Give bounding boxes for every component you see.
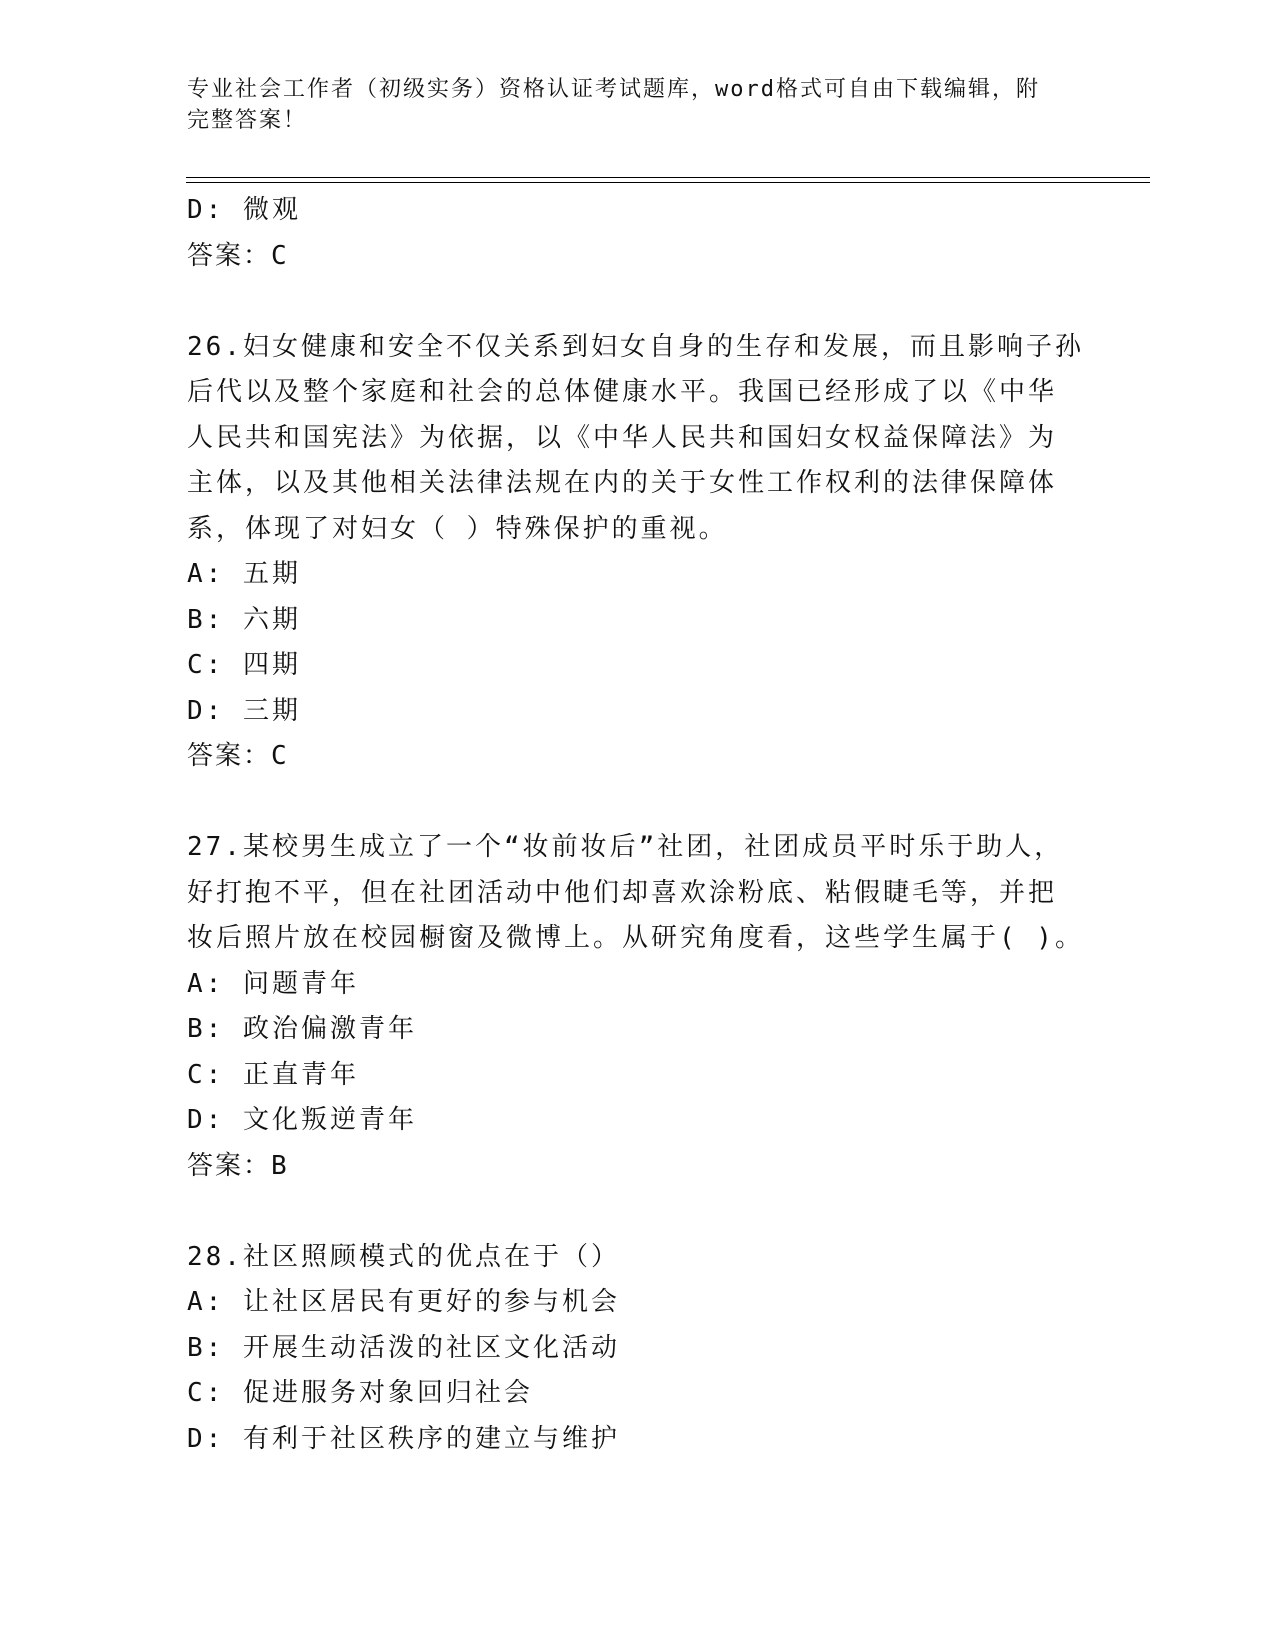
answer-label: 答案： <box>187 1150 272 1181</box>
spacer <box>187 1189 1087 1235</box>
answer-line <box>187 734 1087 780</box>
option-c: C: 正直青年 <box>187 1059 359 1090</box>
answer-value: B <box>271 1150 290 1181</box>
option-c: C: 四期 <box>187 650 301 680</box>
question-28 <box>187 1235 1087 1463</box>
option-d: D: 微观 <box>187 195 301 225</box>
option-b: B: 六期 <box>187 604 301 635</box>
question-stem-line: 人民共和国宪法》为依据，以《中华人民共和国妇女权益保障法》为 <box>187 422 1058 453</box>
header-line-1: 专业社会工作者（初级实务）资格认证考试题库，word格式可自由下载编辑，附 <box>187 77 1040 102</box>
option-d: D: 文化叛逆青年 <box>187 1105 417 1135</box>
option-a: A: 让社区居民有更好的参与机会 <box>187 1287 620 1317</box>
option-a: A: 五期 <box>187 559 301 589</box>
answer-value: C <box>271 741 290 771</box>
answer-line <box>187 1144 1087 1190</box>
question-27 <box>187 825 1087 1189</box>
option-b: B: 政治偏激青年 <box>187 1014 417 1044</box>
answer-label: 答案： <box>187 240 272 271</box>
answer-label: 答案： <box>187 741 272 771</box>
question-26 <box>187 325 1087 780</box>
spacer <box>187 279 1087 325</box>
question-stem-line: 26.妇女健康和安全不仅关系到妇女自身的生存和发展，而且影响子孙 <box>187 331 1084 362</box>
header-rule-bottom <box>186 182 1150 183</box>
answer-line <box>187 234 1087 280</box>
option-c: C: 促进服务对象回归社会 <box>187 1378 533 1408</box>
question-stem-line: 主体，以及其他相关法律法规在内的关于女性工作权利的法律保障体 <box>187 468 1058 498</box>
question-stem-line: 好打抱不平，但在社团活动中他们却喜欢涂粉底、粘假睫毛等，并把 <box>187 877 1058 908</box>
page-header <box>187 74 1067 136</box>
option-d: D: 三期 <box>187 695 301 726</box>
answer-value: C <box>271 240 290 271</box>
option-b: B: 开展生动活泼的社区文化活动 <box>187 1332 620 1363</box>
header-rule-top <box>186 177 1150 178</box>
option-a: A: 问题青年 <box>187 968 359 999</box>
document-body <box>187 188 1087 1462</box>
option-d: D: 有利于社区秩序的建立与维护 <box>187 1423 620 1454</box>
question-stem-line: 28.社区照顾模式的优点在于（） <box>187 1241 620 1272</box>
question-stem-line: 妆后照片放在校园橱窗及微博上。从研究角度看，这些学生属于( )。 <box>187 923 1084 953</box>
spacer <box>187 780 1087 826</box>
question-stem-line: 系，体现了对妇女（ ）特殊保护的重视。 <box>187 513 728 544</box>
header-line-2: 完整答案！ <box>187 108 308 133</box>
question-stem-line: 后代以及整个家庭和社会的总体健康水平。我国已经形成了以《中华 <box>187 377 1058 407</box>
question-stem-line: 27.某校男生成立了一个“妆前妆后”社团，社团成员平时乐于助人， <box>187 832 1064 862</box>
